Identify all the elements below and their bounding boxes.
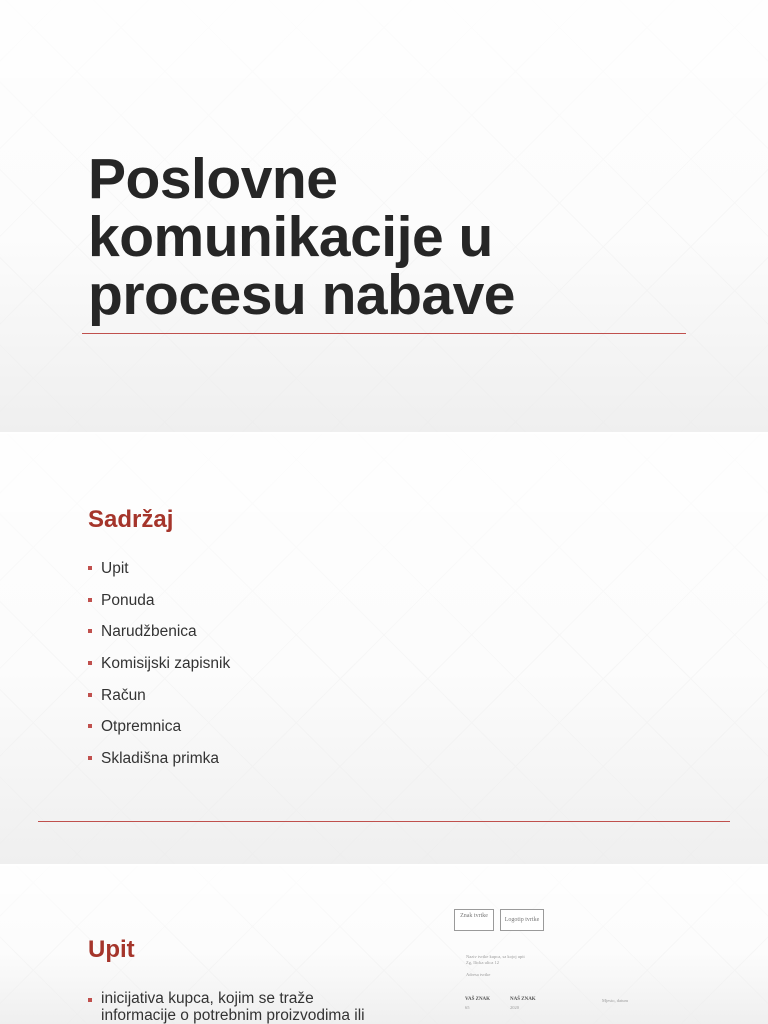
doc-your-ref-label: VAŠ ZNAK [465, 997, 491, 1002]
doc-your-ref-value: 65 [465, 1005, 470, 1010]
presentation-title: Poslovne komunikacije u procesu nabave [88, 147, 516, 327]
doc-header-line: Naziv tvrtke kupca, sa kojoj upit [466, 954, 525, 959]
list-item-label: Komisijski zapisnik [101, 655, 231, 673]
bullet-icon [88, 724, 92, 728]
upit-heading: Upit [88, 936, 135, 963]
doc-place-date: Mjesto, datum [602, 998, 628, 1003]
contents-divider [38, 821, 730, 822]
list-item [88, 558, 230, 590]
company-logo-box: Logotip tvrtke [500, 909, 544, 931]
list-item [88, 685, 230, 717]
list-item-label: Skladišna primka [101, 750, 220, 768]
list-item-label: Otpremnica [101, 718, 182, 736]
list-item-label: Upit [101, 560, 129, 577]
list-item-label: inicijativa kupca, kojim se traže informacije o potrebnim proizvodima ili [101, 990, 365, 1024]
contents-slide [0, 434, 768, 864]
list-item [88, 653, 230, 685]
list-item-label: Ponuda [101, 591, 155, 609]
bullet-icon [88, 756, 92, 760]
upit-slide [0, 866, 768, 1024]
list-item [88, 990, 388, 1024]
doc-our-ref-label: NAŠ ZNAK [510, 997, 536, 1002]
list-item [88, 716, 230, 748]
doc-our-ref-value: 2020 [510, 1005, 519, 1010]
bullet-icon [88, 661, 92, 665]
company-stamp-box: Znak tvrtke [454, 909, 494, 931]
list-item [88, 748, 230, 780]
contents-heading: Sadržaj [88, 506, 174, 533]
list-item-label: Narudžbenica [101, 623, 197, 641]
list-item [88, 621, 230, 653]
contents-list [88, 558, 230, 780]
bullet-icon [88, 566, 92, 570]
doc-header-line: Zg, Ilicka ulica 12 [466, 960, 499, 965]
list-item-label: Račun [101, 686, 146, 704]
bullet-icon [88, 693, 92, 697]
bullet-icon [88, 598, 92, 602]
bullet-icon [88, 629, 92, 633]
list-item [88, 590, 230, 622]
title-slide [0, 0, 768, 432]
bullet-icon [88, 998, 92, 1002]
upit-list [88, 990, 388, 1024]
doc-address: Adresa tvrtke [466, 972, 491, 977]
title-divider [82, 333, 686, 334]
